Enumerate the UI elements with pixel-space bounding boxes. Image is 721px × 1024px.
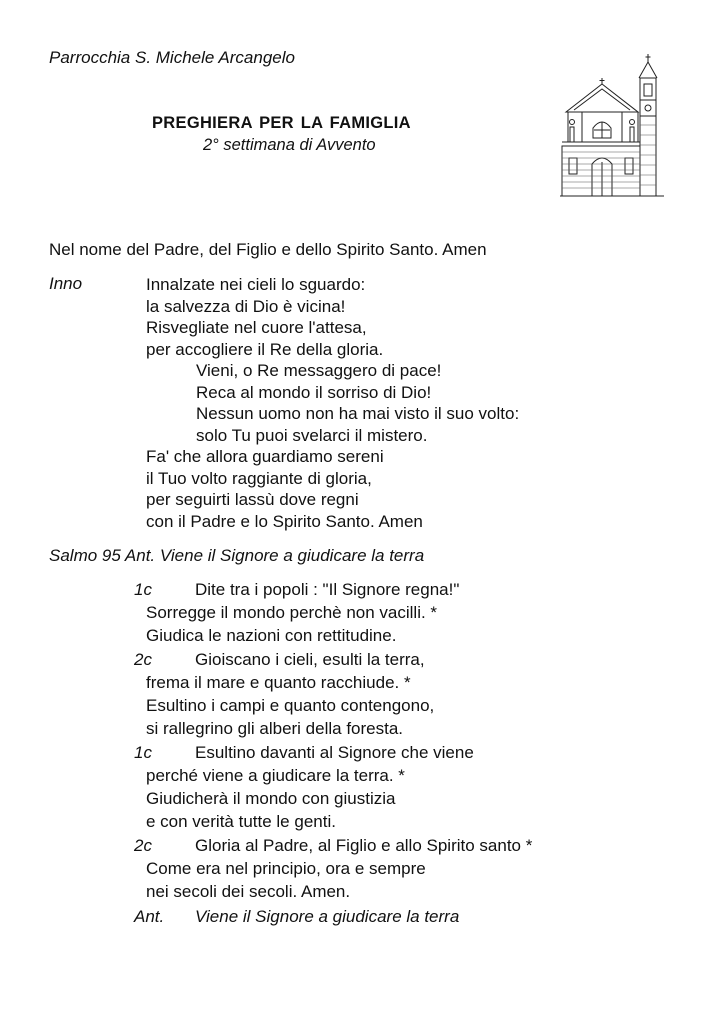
- refrain-line: Nessun uomo non ha mai visto il suo volto:: [196, 404, 520, 423]
- parish-name: Parrocchia S. Michele Arcangelo: [49, 48, 295, 67]
- hymn-refrain: [196, 360, 519, 446]
- hymn-line: con il Padre e lo Spirito Santo. Amen: [146, 511, 423, 531]
- stanza-line: Gioiscano i cieli, esulti la terra,: [195, 650, 425, 669]
- stanza-line: nei secoli dei secoli. Amen.: [146, 882, 351, 901]
- hymn-label: Inno: [49, 274, 83, 293]
- hymn-line: per accogliere il Re della gloria.: [146, 339, 384, 359]
- choir-label: 2c: [134, 836, 152, 855]
- refrain-line: solo Tu puoi svelarci il mistero.: [196, 425, 428, 445]
- hymn-part2: [146, 446, 423, 532]
- stanza-line: Sorregge il mondo perchè non vacilli. *: [146, 603, 438, 622]
- psalm-stanza-1: [134, 578, 459, 647]
- choir-label: 2c: [134, 650, 152, 669]
- stanza-line: Esultino davanti al Signore che viene: [195, 743, 474, 762]
- stanza-line: frema il mare e quanto racchiude. *: [146, 673, 411, 692]
- stanza-line: Dite tra i popoli : "Il Signore regna!": [195, 580, 460, 599]
- stanza-line: Come era nel principio, ora e sempre: [146, 859, 426, 878]
- hymn-line: per seguirti lassù dove regni: [146, 490, 359, 509]
- page-title: PREGHIERA PER LA FAMIGLIA: [152, 114, 411, 132]
- hymn-line: Risvegliate nel cuore l'attesa,: [146, 318, 367, 337]
- antiphon: [134, 905, 459, 928]
- refrain-line: Reca al mondo il sorriso di Dio!: [196, 382, 432, 402]
- hymn-line: Innalzate nei cieli lo sguardo:: [146, 275, 366, 294]
- hymn-line: la salvezza di Dio è vicina!: [146, 296, 346, 316]
- psalm-stanza-3: [134, 741, 474, 833]
- invocation: Nel nome del Padre, del Figlio e dello Spirito Santo. Amen: [49, 240, 487, 259]
- stanza-line: Esultino i campi e quanto contengono,: [146, 696, 435, 715]
- stanza-line: perché viene a giudicare la terra. *: [146, 766, 405, 785]
- refrain-line: Vieni, o Re messaggero di pace!: [196, 361, 442, 380]
- psalm-stanza-4: [134, 834, 532, 903]
- church-illustration-icon: [560, 50, 670, 200]
- antiphon-label: Ant.: [134, 907, 165, 926]
- page-subtitle: 2° settimana di Avvento: [203, 136, 376, 154]
- choir-label: 1c: [134, 580, 152, 599]
- stanza-line: si rallegrino gli alberi della foresta.: [146, 719, 404, 738]
- stanza-line: Giudica le nazioni con rettitudine.: [146, 626, 397, 645]
- psalm-stanza-2: [134, 648, 434, 740]
- antiphon-text: Viene il Signore a giudicare la terra: [195, 907, 460, 926]
- stanza-line: Gloria al Padre, al Figlio e allo Spirito santo *: [195, 836, 533, 855]
- stanza-line: Giudicherà il mondo con giustizia: [146, 789, 396, 808]
- hymn-line: Fa' che allora guardiamo sereni: [146, 447, 384, 466]
- hymn-part1: [146, 274, 383, 360]
- hymn-line: il Tuo volto raggiante di gloria,: [146, 468, 372, 488]
- choir-label: 1c: [134, 743, 152, 762]
- stanza-line: e con verità tutte le genti.: [146, 812, 336, 831]
- psalm-heading: Salmo 95 Ant. Viene il Signore a giudicare la terra: [49, 546, 425, 565]
